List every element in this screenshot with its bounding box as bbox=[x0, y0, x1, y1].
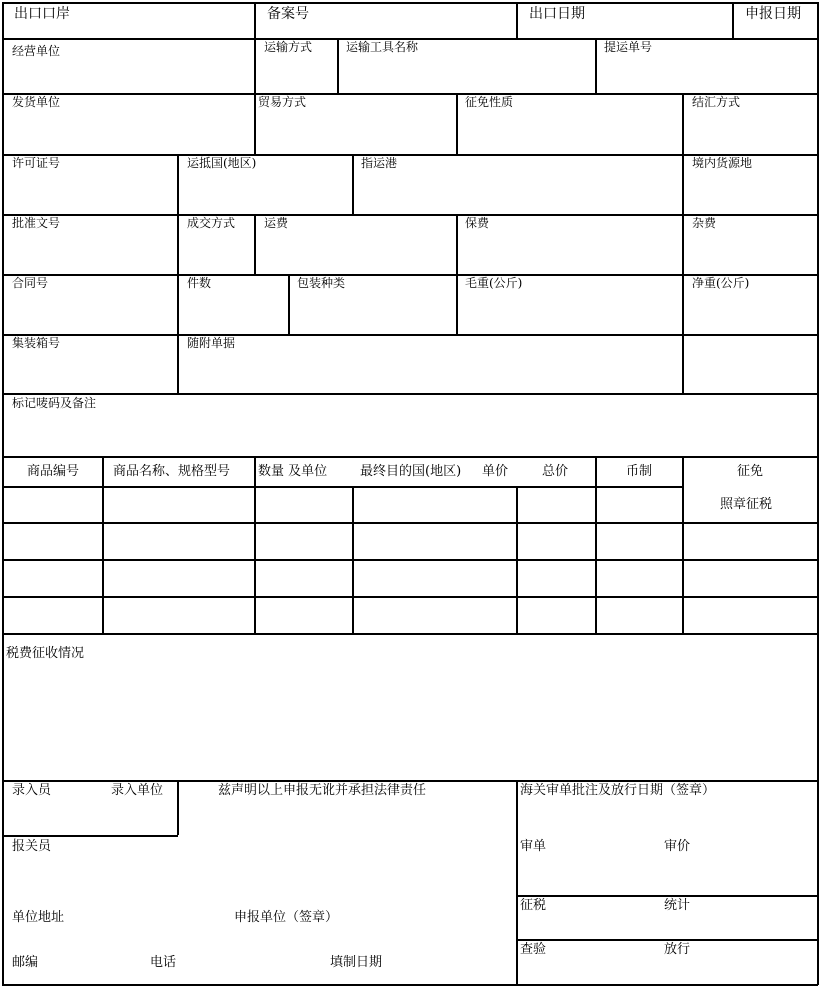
goods-header-total-price: 总价 bbox=[542, 464, 569, 479]
release-label: 放行 bbox=[664, 942, 691, 957]
rule bbox=[102, 456, 104, 633]
rule bbox=[2, 486, 682, 488]
goods-header-exemption: 征免 bbox=[737, 464, 764, 479]
rule bbox=[456, 93, 458, 154]
rule bbox=[595, 38, 597, 93]
postcode-label: 邮编 bbox=[12, 955, 39, 970]
rule bbox=[288, 274, 290, 334]
rule bbox=[177, 154, 179, 214]
rule bbox=[254, 214, 256, 274]
rule bbox=[254, 2, 256, 38]
misc-fee-label: 杂费 bbox=[692, 216, 717, 230]
phone-label: 电话 bbox=[150, 955, 177, 970]
rule bbox=[456, 274, 458, 334]
trade-mode-label: 贸易方式 bbox=[258, 95, 307, 109]
transport-mode-label: 运输方式 bbox=[264, 40, 313, 54]
rule bbox=[2, 2, 4, 985]
license-no-label: 许可证号 bbox=[12, 156, 61, 170]
domestic-source-label: 境内货源地 bbox=[692, 156, 753, 170]
customs-approval-label: 海关审单批注及放行日期（签章） bbox=[520, 783, 716, 798]
rule bbox=[682, 456, 684, 633]
approval-no-label: 批准文号 bbox=[12, 216, 61, 230]
goods-header-item-no: 商品编号 bbox=[27, 464, 80, 479]
rule bbox=[254, 93, 256, 154]
fill-date-label: 填制日期 bbox=[330, 955, 383, 970]
rule bbox=[177, 214, 179, 274]
rule bbox=[254, 38, 256, 93]
contract-no-label: 合同号 bbox=[12, 276, 49, 290]
statistics-label: 统计 bbox=[664, 898, 691, 913]
rule bbox=[177, 780, 179, 835]
rule bbox=[2, 2, 818, 4]
rule bbox=[682, 334, 684, 393]
rule bbox=[682, 214, 684, 274]
rule bbox=[254, 456, 256, 633]
levy-label: 征税 bbox=[520, 898, 547, 913]
rule bbox=[2, 334, 818, 336]
rule bbox=[516, 780, 518, 984]
rule bbox=[2, 393, 818, 395]
goods-header-currency: 币制 bbox=[626, 464, 653, 479]
rule bbox=[682, 274, 684, 334]
rule bbox=[595, 456, 597, 633]
gross-weight-label: 毛重(公斤) bbox=[465, 276, 523, 290]
settlement-label: 结汇方式 bbox=[692, 95, 741, 109]
rule bbox=[2, 456, 818, 458]
package-type-label: 包装种类 bbox=[297, 276, 346, 290]
destination-port-label: 指运港 bbox=[361, 156, 398, 170]
rule bbox=[2, 633, 818, 635]
consignor-label: 发货单位 bbox=[12, 95, 61, 109]
rule bbox=[177, 274, 179, 334]
goods-header-final-dest: 最终目的国(地区) bbox=[360, 464, 462, 479]
rule bbox=[732, 2, 734, 38]
declare-date-label: 申报日期 bbox=[745, 6, 801, 22]
exemption-nature-label: 征免性质 bbox=[465, 95, 514, 109]
rule bbox=[177, 334, 179, 393]
inspection-label: 查验 bbox=[520, 942, 547, 957]
export-port-label: 出口口岸 bbox=[14, 6, 70, 22]
export-date-label: 出口日期 bbox=[529, 6, 585, 22]
unit-address-label: 单位地址 bbox=[12, 910, 65, 925]
goods-header-qty-unit: 数量 及单位 bbox=[258, 464, 328, 479]
rule bbox=[2, 596, 818, 598]
rule bbox=[682, 154, 684, 214]
rule bbox=[516, 2, 518, 38]
transport-name-label: 运输工具名称 bbox=[346, 40, 419, 54]
declaration-statement: 兹声明以上申报无讹并承担法律责任 bbox=[218, 783, 427, 798]
rule bbox=[817, 2, 819, 985]
rule bbox=[2, 522, 818, 524]
rule bbox=[2, 835, 178, 837]
tax-collection-label: 税费征收情况 bbox=[6, 646, 85, 661]
entry-unit-label: 录入单位 bbox=[111, 783, 164, 798]
goods-header-name-spec: 商品名称、规格型号 bbox=[113, 464, 231, 479]
rule bbox=[456, 214, 458, 274]
rule bbox=[352, 486, 354, 633]
declaring-unit-label: 申报单位（签章） bbox=[234, 910, 339, 925]
rule bbox=[2, 984, 818, 986]
record-no-label: 备案号 bbox=[267, 6, 309, 22]
deal-mode-label: 成交方式 bbox=[187, 216, 236, 230]
rule bbox=[352, 154, 354, 214]
review-label: 审单 bbox=[520, 839, 547, 854]
rule bbox=[516, 895, 818, 897]
goods-header-unit-price: 单价 bbox=[482, 464, 509, 479]
destination-country-label: 运抵国(地区) bbox=[187, 156, 257, 170]
marks-remarks-label: 标记唛码及备注 bbox=[12, 396, 97, 410]
rule bbox=[516, 939, 818, 941]
rule bbox=[2, 780, 818, 782]
rule bbox=[2, 559, 818, 561]
insurance-label: 保费 bbox=[465, 216, 490, 230]
entry-clerk-label: 录入员 bbox=[12, 783, 52, 798]
pieces-label: 件数 bbox=[187, 276, 212, 290]
rule bbox=[337, 38, 339, 93]
goods-row-exemption-value: 照章征税 bbox=[720, 497, 773, 512]
freight-label: 运费 bbox=[264, 216, 289, 230]
broker-label: 报关员 bbox=[12, 839, 52, 854]
rule bbox=[682, 93, 684, 154]
net-weight-label: 净重(公斤) bbox=[692, 276, 750, 290]
container-no-label: 集装箱号 bbox=[12, 336, 61, 350]
bill-no-label: 提运单号 bbox=[604, 40, 653, 54]
business-unit-label: 经营单位 bbox=[12, 44, 61, 58]
documents-label: 随附单据 bbox=[187, 336, 236, 350]
price-review-label: 审价 bbox=[664, 839, 691, 854]
rule bbox=[516, 486, 518, 633]
